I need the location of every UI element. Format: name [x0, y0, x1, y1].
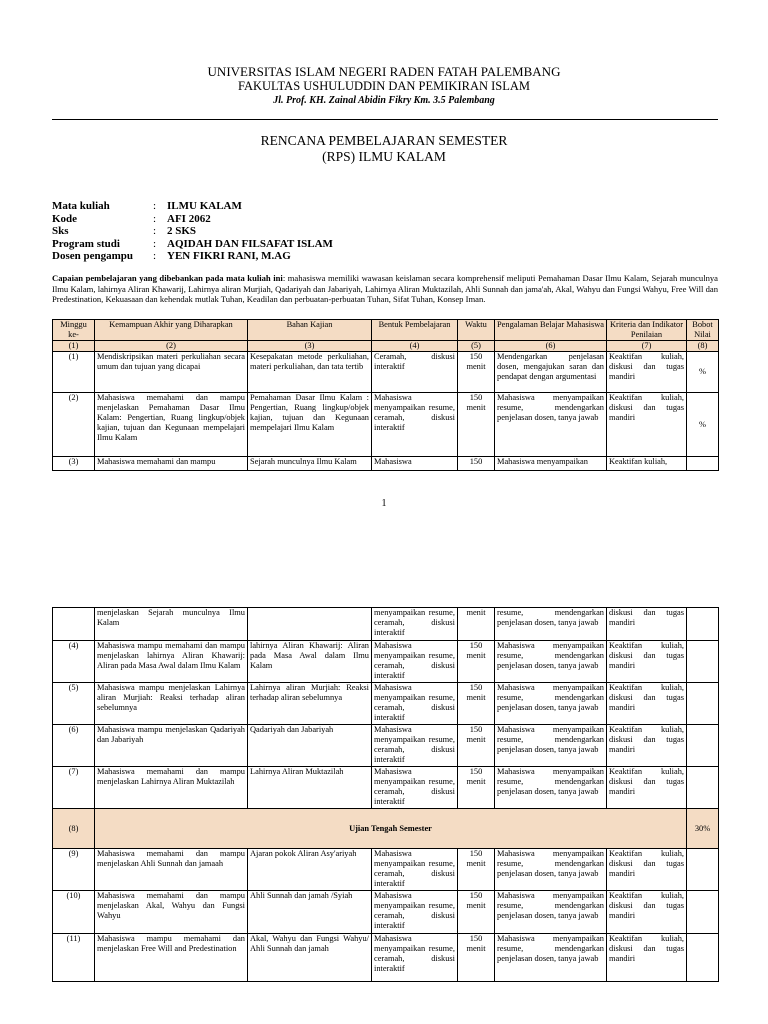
- week-cell: (11): [53, 934, 95, 982]
- bahan-cell: Kesepakatan metode perkuliahan, materi perkuliahan, dan tata tertib: [248, 352, 372, 393]
- info-label: Dosen pengampu: [52, 250, 133, 263]
- waktu-cell: 150 menit: [458, 891, 495, 934]
- document-subtitle: (RPS) ILMU KALAM: [322, 149, 446, 164]
- bahan-cell: lahirnya Aliran Khawarij: Aliran pada Masa Awal dalam Ilmu Kalam: [248, 641, 372, 683]
- bentuk-cell: menyampaikan resume, ceramah, diskusi interaktif: [372, 608, 458, 641]
- bahan-cell: Ahli Sunnah dan jamah /Syiah: [248, 891, 372, 934]
- info-label: Program studi: [52, 237, 120, 250]
- rps-table-page-2: [52, 607, 719, 982]
- kriteria-cell: Keaktifan kuliah,: [607, 457, 687, 471]
- column-header: Waktu: [458, 320, 495, 341]
- course-info: [52, 200, 333, 263]
- pengalaman-cell: Mahasiswa menyampaikan: [495, 457, 607, 471]
- info-value: ILMU KALAM: [167, 200, 242, 212]
- bobot-cell: [687, 767, 719, 809]
- bentuk-cell: Mahasiswa: [372, 457, 458, 471]
- learning-outcome: [52, 273, 718, 305]
- rps-table-page-1: [52, 319, 719, 471]
- table-row: [53, 641, 719, 683]
- midterm-exam-row: [53, 809, 719, 849]
- column-header: Minggu ke-: [53, 320, 95, 341]
- waktu-cell: 150 menit: [458, 849, 495, 891]
- kemampuan-cell: Mahasiswa memahami dan mampu menjelaskan Akal, Wahyu dan Fungsi Wahyu: [95, 891, 248, 934]
- bentuk-cell: Mahasiswa menyampaikan resume, ceramah, diskusi interaktif: [372, 641, 458, 683]
- kemampuan-cell: Mahasiswa memahami dan mampu menjelaskan Ahli Sunnah dan jamaah: [95, 849, 248, 891]
- bobot-cell: [687, 641, 719, 683]
- pengalaman-cell: Mahasiswa menyampaikan resume, mendengarkan penjelasan dosen, tanya jawab: [495, 393, 607, 457]
- column-header: Bahan Kajian: [248, 320, 372, 341]
- bobot-cell: [687, 725, 719, 767]
- university-address: Jl. Prof. KH. Zainal Abidin Fikry Km. 3.5 Palembang: [273, 95, 495, 106]
- kemampuan-cell: Mahasiswa mampu memahami dan menjelaskan Free Will and Predestination: [95, 934, 248, 982]
- learning-outcome-text: : mahasiswa memiliki wawasan keislaman secara komprehensif meliputi Pemahaman Dasar Ilmu Kalam, Sejarah munculnya Ilmu Kalam, lahirnya Aliran Khawarij, Lahirnya aliran Murjiah, Qadariyah dan Jabariyah, Lahirnya Aliran Muktazilah, Ahli Sunnah dan jama'ah, Akal, Wahyu dan Fungsi Wahyu, Free Will dan Predestination, Kekuasaan dan kehendak mutlak Tuhan, Keadilan dan perbuatan-perbuatan Tuhan, Sifat Tuhan, Konsep Iman.: [52, 273, 718, 305]
- midterm-exam-label: Ujian Tengah Semester: [95, 809, 687, 849]
- pengalaman-cell: resume, mendengarkan penjelasan dosen, tanya jawab: [495, 608, 607, 641]
- kriteria-cell: Keaktifan kuliah, diskusi dan tugas mandiri: [607, 393, 687, 457]
- bobot-cell: %: [687, 352, 719, 393]
- bahan-cell: Qadariyah dan Jabariyah: [248, 725, 372, 767]
- table-row: [53, 849, 719, 891]
- table-row: [53, 352, 719, 393]
- waktu-cell: 150 menit: [458, 393, 495, 457]
- kemampuan-cell: Mahasiswa mampu menjelaskan Qadariyah dan Jabariyah: [95, 725, 248, 767]
- waktu-cell: 150 menit: [458, 352, 495, 393]
- bentuk-cell: Mahasiswa menyampaikan resume, ceramah, diskusi interaktif: [372, 891, 458, 934]
- bentuk-cell: Ceramah, diskusi interaktif: [372, 352, 458, 393]
- waktu-cell: 150 menit: [458, 683, 495, 725]
- kemampuan-cell: Mahasiswa memahami dan mampu menjelaskan Pemahaman Dasar Ilmu Kalam: Pengertian, Ruang lingkup/objek kajian, tujuan dan Kegunaan mempelajari Ilmu Kalam: [95, 393, 248, 457]
- header-divider: [52, 119, 718, 120]
- week-cell: (6): [53, 725, 95, 767]
- week-cell: (3): [53, 457, 95, 471]
- info-value: 2 SKS: [167, 225, 197, 238]
- faculty-name: FAKULTAS USHULUDDIN DAN PEMIKIRAN ISLAM: [237, 79, 531, 93]
- table-row: [53, 683, 719, 725]
- bentuk-cell: Mahasiswa menyampaikan resume, ceramah, diskusi interaktif: [372, 393, 458, 457]
- kriteria-cell: Keaktifan kuliah, diskusi dan tugas mandiri: [607, 934, 687, 982]
- bentuk-cell: Mahasiswa menyampaikan resume, ceramah, diskusi interaktif: [372, 934, 458, 982]
- info-value: YEN FIKRI RANI, M.AG: [167, 250, 291, 263]
- week-cell: (9): [53, 849, 95, 891]
- table-row: [53, 608, 719, 641]
- info-row: Mata kuliah : ILMU KALAM: [52, 200, 242, 212]
- column-number-row: [53, 341, 719, 352]
- pengalaman-cell: Mendengarkan penjelasan dosen, mengajukan saran dan pendapat dengan argumentasi: [495, 352, 607, 393]
- column-number: (8): [687, 341, 719, 352]
- column-header: Kriteria dan Indikator Penilaian: [607, 320, 687, 341]
- info-row: Kode : AFI 2062: [52, 212, 211, 225]
- info-row: Sks : 2 SKS: [52, 225, 197, 238]
- bobot-cell: %: [687, 393, 719, 457]
- column-number: (5): [458, 341, 495, 352]
- kemampuan-cell: Mendiskripsikan materi perkuliahan secara umum dan tujuan yang dicapai: [95, 352, 248, 393]
- university-name: UNIVERSITAS ISLAM NEGERI RADEN FATAH PALEMBANG: [207, 64, 561, 79]
- week-cell: (1): [53, 352, 95, 393]
- bobot-cell: [687, 849, 719, 891]
- pengalaman-cell: Mahasiswa menyampaikan resume, mendengarkan penjelasan dosen, tanya jawab: [495, 934, 607, 982]
- bahan-cell: Lahirnya aliran Murjiah: Reaksi terhadap aliran sebelumnya: [248, 683, 372, 725]
- table-row: [53, 934, 719, 982]
- column-number: (6): [495, 341, 607, 352]
- column-header: Kemampuan Akhir yang Diharapkan: [95, 320, 248, 341]
- week-cell: (2): [53, 393, 95, 457]
- kemampuan-cell: Mahasiswa mampu menjelaskan Lahirnya aliran Murjiah: Reaksi terhadap aliran sebelumnya: [95, 683, 248, 725]
- pengalaman-cell: Mahasiswa menyampaikan resume, mendengarkan penjelasan dosen, tanya jawab: [495, 641, 607, 683]
- bentuk-cell: Mahasiswa menyampaikan resume, ceramah, diskusi interaktif: [372, 725, 458, 767]
- bahan-cell: Sejarah munculnya Ilmu Kalam: [248, 457, 372, 471]
- bobot-cell: [687, 891, 719, 934]
- week-cell: (7): [53, 767, 95, 809]
- table-row: [53, 393, 719, 457]
- waktu-cell: 150 menit: [458, 767, 495, 809]
- kriteria-cell: Keaktifan kuliah, diskusi dan tugas mandiri: [607, 849, 687, 891]
- pengalaman-cell: Mahasiswa menyampaikan resume, mendengarkan penjelasan dosen, tanya jawab: [495, 725, 607, 767]
- kriteria-cell: Keaktifan kuliah, diskusi dan tugas mandiri: [607, 352, 687, 393]
- column-header: Bentuk Pembelajaran: [372, 320, 458, 341]
- bentuk-cell: Mahasiswa menyampaikan resume, ceramah, diskusi interaktif: [372, 849, 458, 891]
- info-label: Sks: [52, 225, 69, 238]
- week-cell: (5): [53, 683, 95, 725]
- column-number: (1): [53, 341, 95, 352]
- info-value: AFI 2062: [167, 212, 211, 225]
- bahan-cell: Pemahaman Dasar Ilmu Kalam : Pengertian, Ruang lingkup/objek kajian, tujuan dan Kegunaan mempelajari Ilmu Kalam: [248, 393, 372, 457]
- waktu-cell: 150 menit: [458, 641, 495, 683]
- kriteria-cell: diskusi dan tugas mandiri: [607, 608, 687, 641]
- document-title: RENCANA PEMBELAJARAN SEMESTER: [260, 133, 508, 148]
- table-row: [53, 725, 719, 767]
- learning-outcome-label: Capaian pembelajaran yang dibebankan pada mata kuliah ini: [52, 273, 283, 283]
- bobot-cell: [687, 457, 719, 471]
- page-number: 1: [381, 498, 387, 509]
- info-row: Dosen pengampu : YEN FIKRI RANI, M.AG: [52, 250, 291, 263]
- kriteria-cell: Keaktifan kuliah, diskusi dan tugas mandiri: [607, 725, 687, 767]
- info-label: Kode: [52, 212, 78, 225]
- bobot-cell: [687, 608, 719, 641]
- kemampuan-cell: Mahasiswa memahami dan mampu: [95, 457, 248, 471]
- week-cell: (8): [53, 809, 95, 849]
- document-page-2: [0, 607, 768, 1024]
- column-number: (4): [372, 341, 458, 352]
- kemampuan-cell: Mahasiswa memahami dan mampu menjelaskan Lahirnya Aliran Muktazilah: [95, 767, 248, 809]
- table-row: [53, 767, 719, 809]
- bobot-cell: 30%: [687, 809, 719, 849]
- bahan-cell: Akal, Wahyu dan Fungsi Wahyu/ Ahli Sunnah dan jamah: [248, 934, 372, 982]
- info-label: Mata kuliah: [52, 200, 110, 212]
- info-row: Program studi : AQIDAH DAN FILSAFAT ISLAM: [52, 237, 333, 250]
- week-cell: (10): [53, 891, 95, 934]
- waktu-cell: 150 menit: [458, 725, 495, 767]
- pengalaman-cell: Mahasiswa menyampaikan resume, mendengarkan penjelasan dosen, tanya jawab: [495, 891, 607, 934]
- kriteria-cell: Keaktifan kuliah, diskusi dan tugas mandiri: [607, 891, 687, 934]
- bahan-cell: Ajaran pokok Aliran Asy'ariyah: [248, 849, 372, 891]
- column-number: (2): [95, 341, 248, 352]
- kemampuan-cell: menjelaskan Sejarah munculnya Ilmu Kalam: [95, 608, 248, 641]
- info-value: AQIDAH DAN FILSAFAT ISLAM: [167, 237, 333, 250]
- bahan-cell: Lahirnya Aliran Muktazilah: [248, 767, 372, 809]
- waktu-cell: 150: [458, 457, 495, 471]
- column-number: (3): [248, 341, 372, 352]
- column-header: Bobot Nilai: [687, 320, 719, 341]
- kemampuan-cell: Mahasiswa mampu memahami dan mampu menjelaskan lahirnya Aliran Khawarij: Aliran pada Masa Awal dalam Ilmu Kalam: [95, 641, 248, 683]
- pengalaman-cell: Mahasiswa menyampaikan resume, mendengarkan penjelasan dosen, tanya jawab: [495, 683, 607, 725]
- kriteria-cell: Keaktifan kuliah, diskusi dan tugas mandiri: [607, 641, 687, 683]
- column-number: (7): [607, 341, 687, 352]
- waktu-cell: menit: [458, 608, 495, 641]
- bobot-cell: [687, 934, 719, 982]
- bahan-cell: [248, 608, 372, 641]
- bentuk-cell: Mahasiswa menyampaikan resume, ceramah, diskusi interaktif: [372, 767, 458, 809]
- table-row: [53, 891, 719, 934]
- table-row: [53, 457, 719, 471]
- kriteria-cell: Keaktifan kuliah, diskusi dan tugas mandiri: [607, 683, 687, 725]
- kriteria-cell: Keaktifan kuliah, diskusi dan tugas mandiri: [607, 767, 687, 809]
- column-header: Pengalaman Belajar Mahasiswa: [495, 320, 607, 341]
- bobot-cell: [687, 683, 719, 725]
- pengalaman-cell: Mahasiswa menyampaikan resume, mendengarkan penjelasan dosen, tanya jawab: [495, 767, 607, 809]
- waktu-cell: 150 menit: [458, 934, 495, 982]
- page-gap: [0, 525, 768, 607]
- week-cell: (4): [53, 641, 95, 683]
- week-cell: [53, 608, 95, 641]
- pengalaman-cell: Mahasiswa menyampaikan resume, mendengarkan penjelasan dosen, tanya jawab: [495, 849, 607, 891]
- table-header-row: [53, 320, 719, 341]
- bentuk-cell: Mahasiswa menyampaikan resume, ceramah, diskusi interaktif: [372, 683, 458, 725]
